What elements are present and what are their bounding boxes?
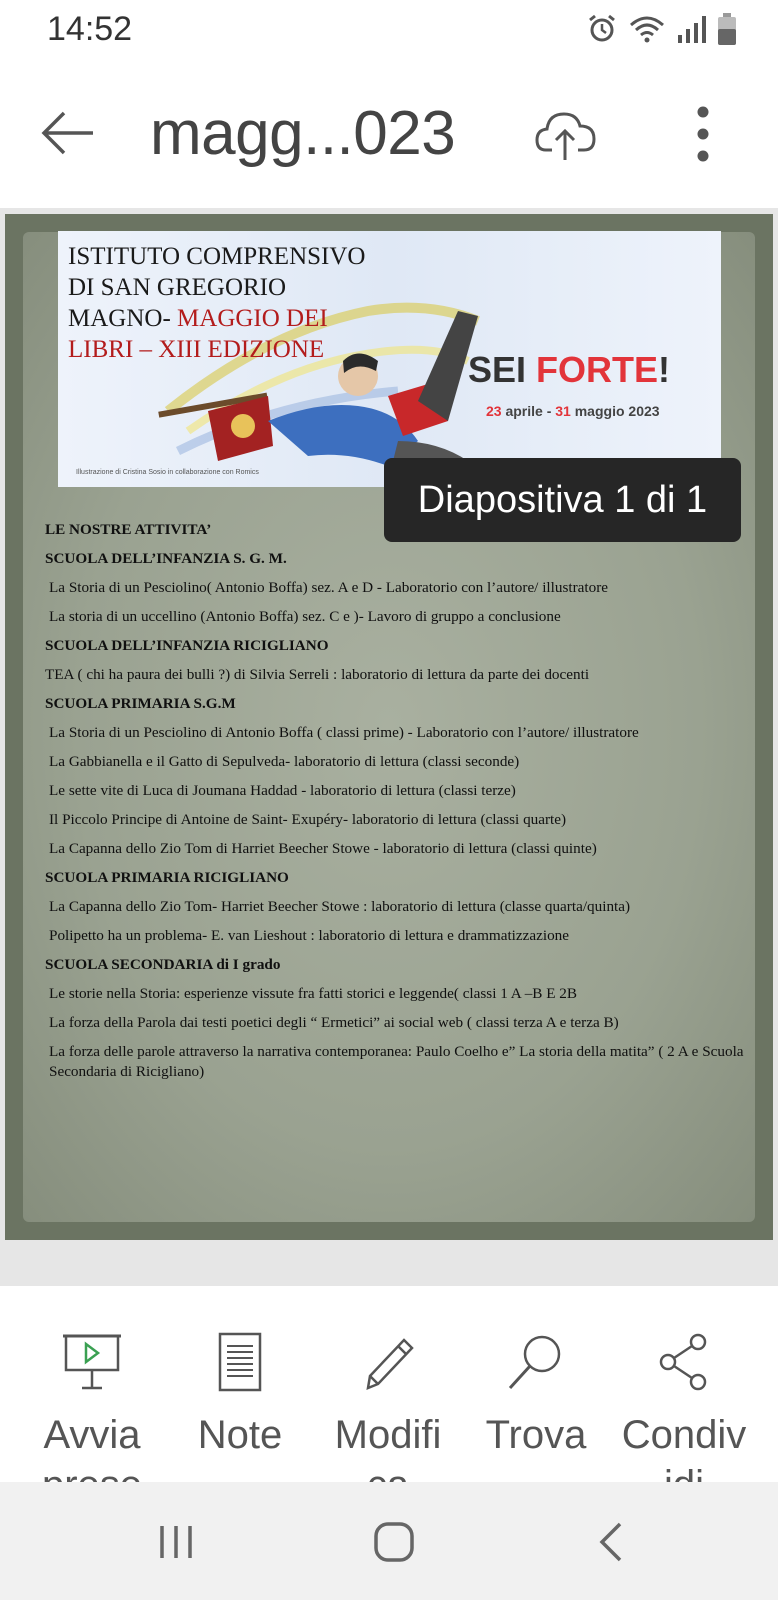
slide-heading: SCUOLA PRIMARIA RICIGLIANO (45, 869, 289, 886)
status-bar (0, 0, 778, 58)
share-button[interactable] (609, 1286, 759, 1482)
slide-heading: SCUOLA DELL’INFANZIA RICIGLIANO (45, 637, 329, 654)
wifi-icon (628, 13, 666, 45)
back-button[interactable] (38, 103, 98, 163)
notes-label: Note (197, 1413, 283, 1457)
banner-date-start-day: 23 (486, 403, 502, 419)
banner-slogan-black: SEI (468, 349, 537, 390)
pencil-icon (358, 1332, 418, 1392)
edit-label: Modifi (334, 1413, 442, 1457)
cloud-upload-icon (534, 106, 598, 162)
recents-icon (146, 1512, 206, 1572)
slide-line: La storia di un uccellino (Antonio Boffa) sez. C e )- Lavoro di gruppo a conclusione (49, 608, 561, 625)
slide-counter-tooltip: Diapositiva 1 di 1 (384, 458, 741, 542)
slide-heading: SCUOLA PRIMARIA S.G.M (45, 695, 236, 712)
notes-button[interactable] (165, 1286, 315, 1482)
edit-button[interactable] (313, 1286, 463, 1482)
start-presentation-button[interactable] (17, 1286, 167, 1482)
banner-date-end-month: maggio 2023 (570, 403, 660, 419)
upload-button[interactable] (534, 106, 598, 162)
nav-back-button[interactable] (582, 1512, 642, 1572)
slide-line: La Storia di un Pesciolino( Antonio Boffa) sez. A e D - Laboratorio con l’autore/ illustratore (49, 579, 608, 596)
banner-credit: Illustrazione di Cristina Sosio in collaborazione con Romics (76, 469, 259, 476)
slide-text (45, 520, 745, 1091)
banner-dates (486, 403, 660, 419)
slide-heading: SCUOLA SECONDARIA di I grado (45, 956, 281, 973)
slide-line: La forza delle parole attraverso la narrativa contemporanea: Paulo Coelho e” La storia della matita” ( 2 A e Scuola Secondaria di Ricigliano) (49, 1043, 744, 1080)
slide[interactable] (5, 214, 773, 1240)
start-presentation-label: Avvia (43, 1413, 141, 1457)
slide-line: Le storie nella Storia: esperienze vissute fra fatti storici e leggende( classi 1 A –B E 2B (49, 985, 578, 1002)
status-icons (586, 12, 738, 46)
slide-line: TEA ( chi ha paura dei bulli ?) di Silvia Serreli : laboratorio di lettura da parte dei docenti (45, 666, 590, 683)
bottom-toolbar (0, 1286, 778, 1482)
banner-slogan-end: ! (658, 349, 671, 390)
slide-line: La forza della Parola dai testi poetici degli “ Ermetici” ai social web ( classi terza A e terza B) (49, 1014, 619, 1031)
home-button[interactable] (364, 1512, 424, 1572)
notes-icon (210, 1332, 270, 1392)
document-title: magg...023 (150, 99, 456, 168)
alarm-icon (586, 13, 618, 45)
banner-title (68, 241, 388, 365)
status-time: 14:52 (47, 10, 133, 48)
slide-line: La Capanna dello Zio Tom- Harriet Beecher Stowe : laboratorio di lettura (classe quarta/quinta) (49, 898, 631, 915)
share-label: Condiv (621, 1413, 747, 1457)
slide-viewer[interactable] (0, 208, 778, 1286)
slide-line: La Gabbianella e il Gatto di Sepulveda- laboratorio di lettura (classi seconde) (49, 753, 520, 770)
battery-icon (716, 12, 738, 46)
slide-line: Polipetto ha un problema- E. van Lieshout : laboratorio di lettura e drammatizzazione (49, 927, 570, 944)
slide-heading: SCUOLA DELL’INFANZIA S. G. M. (45, 550, 287, 567)
slide-line: Le sette vite di Luca di Joumana Haddad - laboratorio di lettura (classi terze) (49, 782, 516, 799)
slide-heading: LE NOSTRE ATTIVITA’ (45, 521, 212, 538)
banner-slogan-red: FORTE (536, 349, 659, 390)
signal-icon (676, 13, 706, 45)
find-button[interactable] (461, 1286, 611, 1482)
recents-button[interactable] (146, 1512, 206, 1572)
more-vert-icon (683, 103, 723, 165)
arrow-left-icon (38, 103, 98, 163)
home-icon (364, 1512, 424, 1572)
slide-line: La Storia di un Pesciolino di Antonio Boffa ( classi prime) - Laboratorio con l’autore/ illustratore (49, 724, 639, 741)
banner-slogan (468, 349, 670, 391)
share-icon (654, 1332, 714, 1392)
slide-line: La Capanna dello Zio Tom di Harriet Beecher Stowe - laboratorio di lettura (classi quinte) (49, 840, 597, 857)
banner-title-red: MAGGIO DEI LIBRI – XIII EDIZIONE (68, 305, 328, 363)
system-nav-bar (0, 1482, 778, 1600)
search-icon (506, 1332, 566, 1392)
slide-banner (58, 231, 721, 487)
app-bar (0, 58, 778, 208)
banner-date-start-month: aprile - (501, 403, 556, 419)
presentation-play-icon (62, 1332, 122, 1392)
banner-date-end-day: 31 (555, 403, 571, 419)
banner-title-black: ISTITUTO COMPRENSIVO DI SAN GREGORIO MAGNO- (68, 243, 366, 332)
more-options-button[interactable] (683, 103, 723, 165)
slide-line: Il Piccolo Principe di Antoine de Saint- Exupéry- laboratorio di lettura (classi quarte) (49, 811, 567, 828)
find-label: Trova (485, 1413, 587, 1457)
back-icon (582, 1512, 642, 1572)
